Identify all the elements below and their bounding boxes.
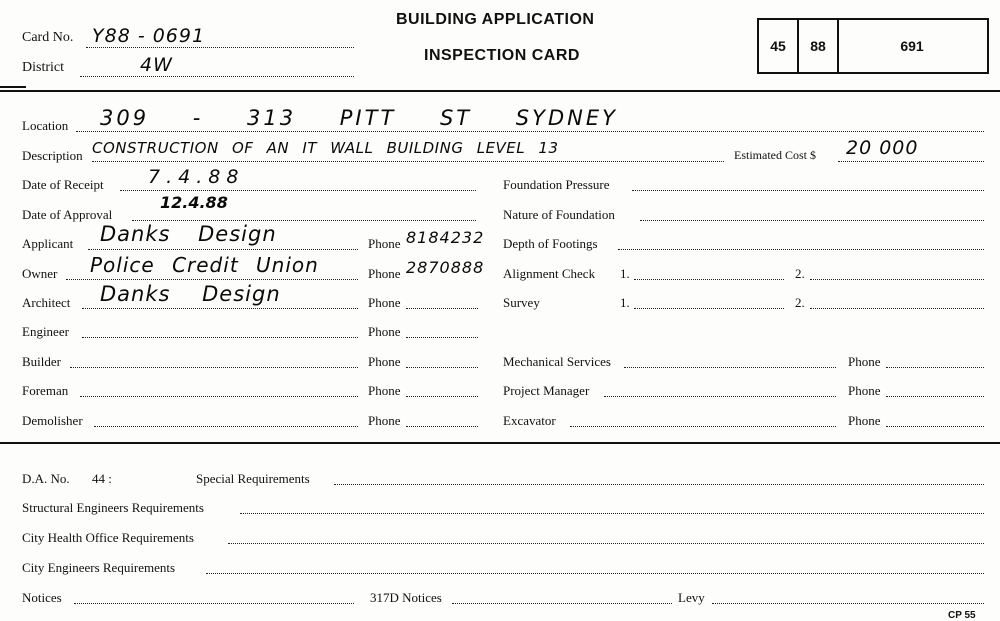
card-number-box [757,18,989,74]
description-label: Description [22,148,83,163]
architect-value: Danks Design [100,282,281,306]
foreman-phone-label: Phone [368,383,401,398]
footer-divider [0,442,1000,444]
excavator-label: Excavator [503,413,556,428]
district-value: 4W [140,54,173,76]
owner-label: Owner [22,266,58,281]
owner-line [66,279,358,280]
survey-2-line [810,308,984,309]
health-requirements-label: City Health Office Requirements [22,530,194,545]
nature-foundation-line [640,220,984,221]
structural-requirements-label: Structural Engineers Requirements [22,500,204,515]
demolisher-phone-label: Phone [368,413,401,428]
date-approval-value: 12.4.88 [160,193,228,212]
applicant-phone-value: 8184232 [406,228,485,247]
applicant-label: Applicant [22,236,74,251]
alignment-check-1-label: 1. [620,266,630,281]
location-label: Location [22,118,69,133]
foreman-line [80,396,358,397]
da-no-label: D.A. No. [22,471,70,486]
date-approval-label: Date of Approval [22,207,113,222]
mechanical-phone-label: Phone [848,354,881,369]
card-no-line [86,47,354,48]
special-requirements-label: Special Requirements [196,471,310,486]
estimated-cost-value: 20 000 [846,137,919,159]
mechanical-services-line [624,367,836,368]
excavator-phone-line [886,426,984,427]
survey-label: Survey [503,295,540,310]
estimated-cost-label: Estimated Cost $ [734,148,816,162]
description-line [92,161,724,162]
project-manager-label: Project Manager [503,383,590,398]
date-receipt-label: Date of Receipt [22,177,104,192]
levy-label: Levy [678,590,705,605]
date-approval-line [132,220,476,221]
excavator-line [570,426,836,427]
applicant-phone-label: Phone [368,236,401,251]
notices-317d-label: 317D Notices [370,590,442,605]
engineer-label: Engineer [22,324,69,339]
builder-label: Builder [22,354,61,369]
levy-line [712,603,984,604]
demolisher-phone-line [406,426,478,427]
form-title-line1: BUILDING APPLICATION [396,11,595,28]
location-value: 309 - 313 PITT ST SYDNEY [100,106,618,130]
header-divider [0,90,1000,92]
da-no-value: 44 : [92,471,112,486]
form-code: CP 55 [948,610,976,621]
nature-foundation-label: Nature of Foundation [503,207,615,222]
foreman-label: Foreman [22,383,69,398]
depth-footings-line [618,249,984,250]
notices-line [74,603,354,604]
date-receipt-value: 7.4.88 [148,166,245,188]
alignment-check-label: Alignment Check [503,266,596,281]
form-title-line2: INSPECTION CARD [424,47,580,64]
applicant-value: Danks Design [100,222,277,246]
builder-phone-line [406,367,478,368]
architect-label: Architect [22,295,71,310]
survey-2-label: 2. [795,295,805,310]
alignment-check-2-line [810,279,984,280]
divider-tick [0,86,26,88]
engineer-phone-line [406,337,478,338]
excavator-phone-label: Phone [848,413,881,428]
project-manager-phone-line [886,396,984,397]
engineer-line [82,337,358,338]
architect-phone-line [406,308,478,309]
health-requirements-line [228,543,984,544]
notices-317d-line [452,603,672,604]
district-line [80,76,354,77]
notices-label: Notices [22,590,62,605]
owner-phone-value: 2870888 [406,258,485,277]
engineer-phone-label: Phone [368,324,401,339]
mechanical-services-label: Mechanical Services [503,354,611,369]
estimated-cost-line [838,161,984,162]
architect-line [82,308,358,309]
demolisher-line [94,426,358,427]
foundation-pressure-label: Foundation Pressure [503,177,610,192]
engineers-requirements-label: City Engineers Requirements [22,560,176,575]
architect-phone-label: Phone [368,295,401,310]
foreman-phone-line [406,396,478,397]
project-manager-phone-label: Phone [848,383,881,398]
depth-footings-label: Depth of Footings [503,236,598,251]
number-box-cell-b: 88 [810,38,826,54]
builder-line [70,367,358,368]
owner-value: Police Credit Union [90,253,319,277]
structural-requirements-line [240,513,984,514]
number-box-cell-c: 691 [900,38,924,54]
mechanical-phone-line [886,367,984,368]
survey-1-label: 1. [620,295,630,310]
special-requirements-line [334,484,984,485]
date-receipt-line [120,190,476,191]
engineers-requirements-line [206,573,984,574]
owner-phone-label: Phone [368,266,401,281]
card-no-value: Y88 - 0691 [92,25,206,47]
alignment-check-1-line [634,279,784,280]
survey-1-line [634,308,784,309]
location-line [76,131,984,132]
foundation-pressure-line [632,190,984,191]
description-value: CONSTRUCTION OF AN IT WALL BUILDING LEVEL 13 [92,139,559,157]
applicant-line [88,249,358,250]
alignment-check-2-label: 2. [795,266,805,281]
builder-phone-label: Phone [368,354,401,369]
project-manager-line [604,396,836,397]
number-box-cell-a: 45 [770,38,786,54]
district-label: District [22,60,64,75]
card-no-label: Card No. [22,30,74,45]
demolisher-label: Demolisher [22,413,83,428]
